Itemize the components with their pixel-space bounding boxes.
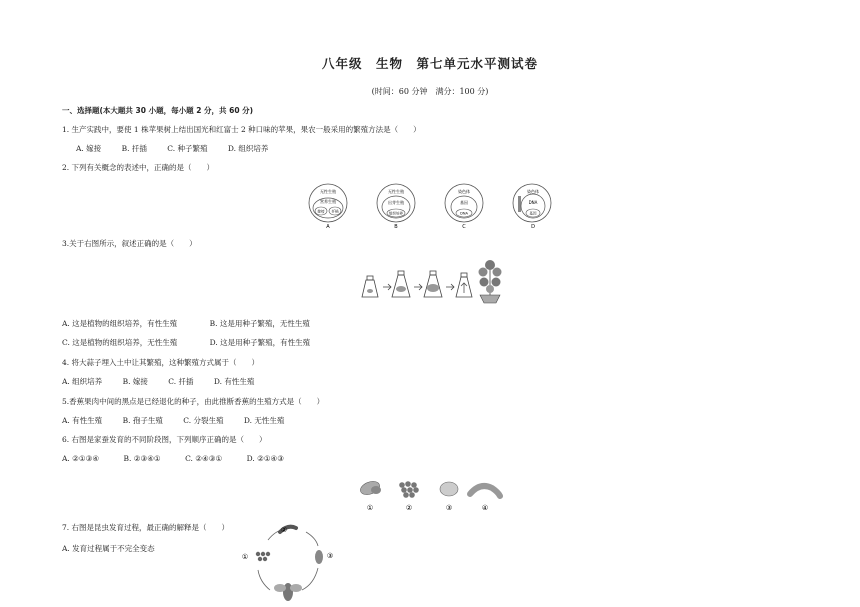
diagram-b-outer: 无性生殖 <box>388 189 404 194</box>
question-6-options <box>62 454 302 463</box>
question-5-stem: 5.香蕉果肉中间的黑点是已经退化的种子，由此推断香蕉的生殖方式是（ ） <box>62 397 325 406</box>
diagram-a-outer: 无性生殖 <box>320 189 336 194</box>
option: B. ②③④① <box>123 454 161 463</box>
diagram-label-a: A <box>326 224 330 230</box>
option: B. 这是用种子繁殖，无性生殖 <box>209 319 310 328</box>
option: A. 嫁接 <box>76 144 102 153</box>
diagram-a-inner-1: 嫁接 <box>317 209 325 214</box>
question-7-options <box>62 543 173 554</box>
question-4-stem: 4. 将大蒜子埋入土中让其繁殖，这种繁殖方式属于（ ） <box>62 358 260 367</box>
eggs-icon <box>256 552 270 561</box>
option: A. 组织培养 <box>62 377 103 386</box>
cycle-arrow <box>306 532 318 546</box>
moth-icon <box>359 479 382 497</box>
diagram-label-c: C <box>462 224 466 230</box>
diagram-a-middle: 营养生殖 <box>320 199 336 204</box>
flask-icon <box>362 280 378 297</box>
diagram-c-middle: 基因 <box>460 200 468 205</box>
question-3-options-row-2 <box>62 337 328 348</box>
option: C. ②④③① <box>185 454 223 463</box>
concept-diagrams-figure <box>298 180 568 232</box>
option: D. 有性生殖 <box>213 377 255 386</box>
stage-label-4: ④ <box>481 504 489 512</box>
option: C. 种子繁殖 <box>167 144 208 153</box>
option: A. 这是植物的组织培养，有性生殖 <box>62 319 178 328</box>
option: C. 扦插 <box>168 377 194 386</box>
question-4-options <box>62 376 272 387</box>
cycle-arrow <box>302 568 318 590</box>
stage-label-3: ③ <box>445 504 453 512</box>
diagram-d-outer: 染色体 <box>527 189 539 194</box>
option: A. 有性生殖 <box>62 416 103 425</box>
section-heading: 一、选择题(本大题共 30 小题，每小题 2 分，共 60 分) <box>62 106 254 115</box>
stage-label-3: ③ <box>326 552 334 560</box>
page-title: 八年级 生物 第七单元水平测试卷 <box>321 56 538 71</box>
stage-label-2: ② <box>280 526 288 534</box>
question-6-stem: 6. 右图是家蚕发育的不同阶段图，下列顺序正确的是（ ） <box>62 435 267 444</box>
question-1-options <box>76 143 286 154</box>
silkworm-stages-figure <box>352 476 507 514</box>
option: B. 扦插 <box>121 144 147 153</box>
exam-info: (时间：60 分钟 满分：100 分) <box>371 87 489 96</box>
option: D. 组织培养 <box>227 144 269 153</box>
diagram-c-inner: DNA <box>460 211 468 216</box>
pupa-icon <box>315 550 323 564</box>
stage-label-2: ② <box>405 504 413 512</box>
eggs-icon <box>399 481 419 498</box>
adult-insect-icon <box>274 583 302 601</box>
diagram-label-b: B <box>394 224 398 230</box>
diagram-b-middle: 出芽生殖 <box>388 200 404 205</box>
question-1-stem: 1. 生产实践中，要使 1 株苹果树上结出国光和红富士 2 种口味的苹果，果农一般采用的繁殖方法是（ ） <box>62 125 421 134</box>
diagram-a <box>309 184 347 222</box>
diagram-b-inner: 组织培养 <box>389 211 403 216</box>
option: B. 嫁接 <box>122 377 148 386</box>
potted-plant-icon <box>479 260 502 303</box>
larva-icon <box>470 486 500 496</box>
tissue-culture-figure <box>358 255 503 305</box>
option: B. 孢子生殖 <box>122 416 163 425</box>
diagram-d <box>513 184 551 222</box>
cycle-arrow <box>258 570 270 590</box>
cocoon-icon <box>440 482 458 496</box>
option: D. 无性生殖 <box>243 416 285 425</box>
option: C. 分裂生殖 <box>183 416 224 425</box>
option: C. 这是植物的组织培养，无性生殖 <box>62 338 178 347</box>
diagram-d-middle: DNA <box>528 200 538 205</box>
diagram-c <box>445 184 483 222</box>
stage-label-1: ① <box>366 504 374 512</box>
question-3-stem: 3.关于右图所示，叙述正确的是（ ） <box>62 239 197 248</box>
option: D. 这是用种子繁殖，有性生殖 <box>209 338 311 347</box>
stage-label-1: ① <box>241 553 249 561</box>
question-5-options <box>62 415 302 426</box>
question-3-options-row-1 <box>62 318 328 329</box>
question-7-stem: 7. 右图是昆虫发育过程，最正确的解释是（ ） <box>62 523 230 532</box>
option: A. ②①③④ <box>62 454 100 463</box>
diagram-a-inner-2: 扦插 <box>331 209 339 214</box>
diagram-b <box>377 184 415 222</box>
insect-lifecycle-figure <box>236 520 336 604</box>
diagram-d-inner: 基因 <box>529 211 537 216</box>
option: D. ②①④③ <box>246 454 285 463</box>
option: A. 发育过程属于不完全变态 <box>62 544 155 553</box>
question-2-stem: 2. 下列有关概念的表述中，正确的是（ ） <box>62 163 215 172</box>
diagram-c-outer: 染色体 <box>458 189 470 194</box>
diagram-label-d: D <box>531 224 535 230</box>
